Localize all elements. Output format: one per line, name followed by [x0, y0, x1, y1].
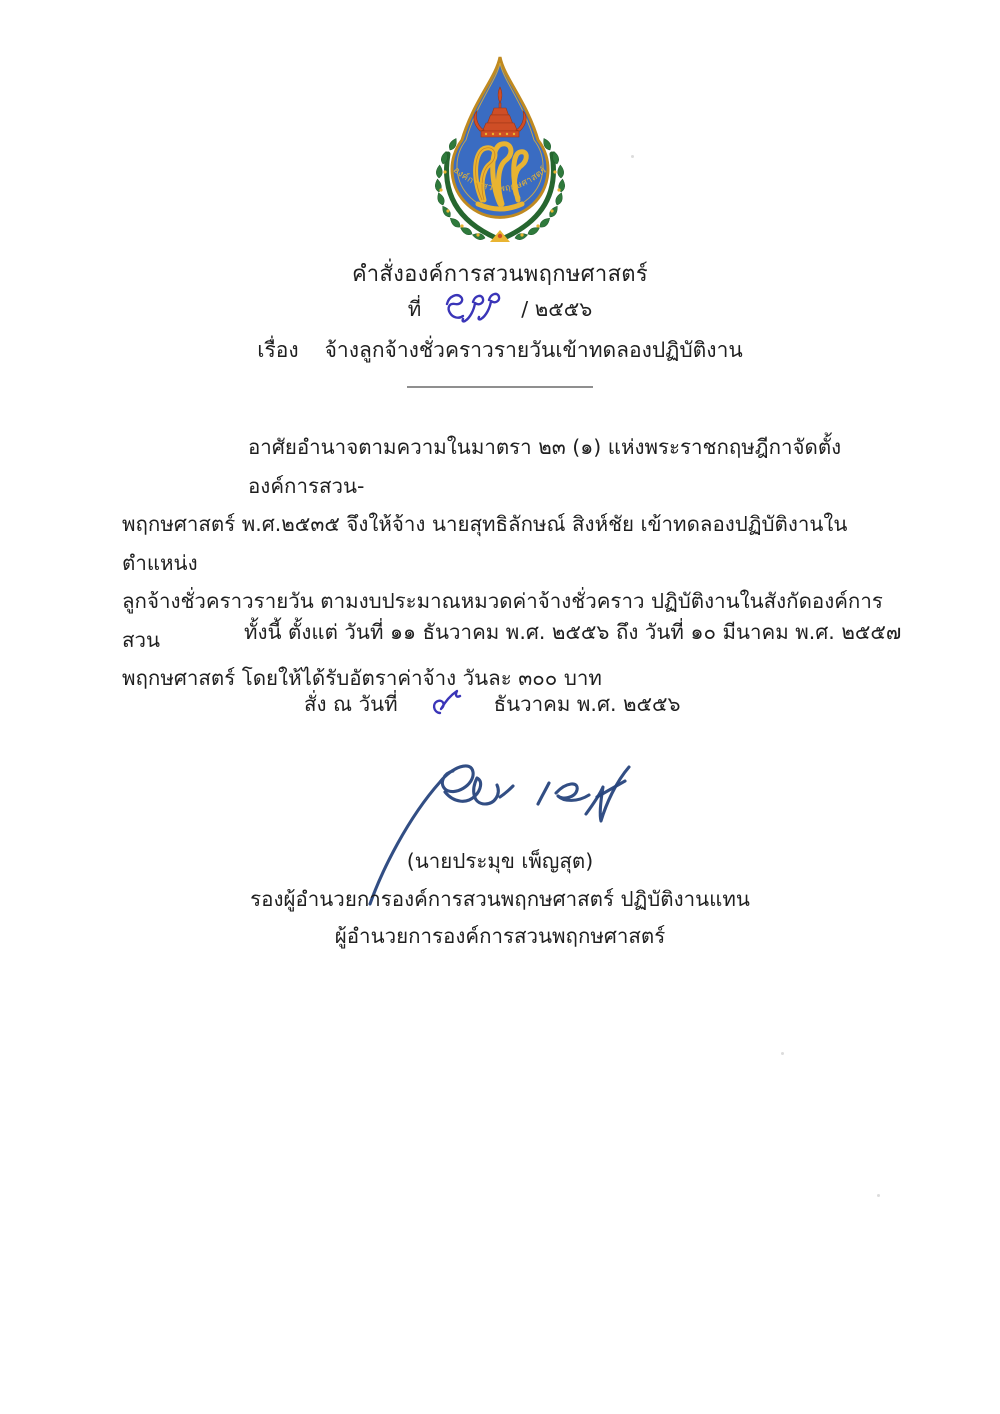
org-emblem: [426, 54, 574, 244]
order-number-year: / ๒๕๕๖: [521, 296, 593, 321]
handwritten-order-number: [441, 290, 501, 328]
page-title: คำสั่งองค์การสวนพฤกษศาสตร์: [351, 262, 649, 287]
effective-dates-line: ทั้งนี้ ตั้งแต่ วันที่ ๑๑ ธันวาคม พ.ศ. ๒๕๕๖ ถึง วันที่ ๑๐ มีนาคม พ.ศ. ๒๕๕๗: [244, 620, 902, 644]
subject-line: [0, 334, 1000, 367]
handwritten-day: [428, 686, 464, 722]
signer-title-director: ผู้อำนวยการองค์การสวนพฤกษศาสตร์: [334, 924, 666, 948]
paragraph-line: พฤกษศาสตร์ พ.ศ.๒๕๓๕ จึงให้จ้าง นายสุทธิลักษณ์ สิงห์ชัย เข้าทดลองปฏิบัติงานในตำแหน่ง: [122, 512, 848, 575]
subject-text: จ้างลูกจ้างชั่วคราวรายวันเข้าทดลองปฏิบัติงาน: [324, 338, 743, 362]
order-number-prefix: ที่: [407, 296, 422, 321]
order-number-line: [0, 290, 1000, 328]
subject-label: เรื่อง: [257, 338, 299, 362]
scan-speck: [781, 1052, 784, 1055]
paragraph-line: อาศัยอำนาจตามความในมาตรา ๒๓ (๑) แห่งพระราชกฤษฎีกาจัดตั้งองค์การสวน-: [248, 435, 842, 498]
header-divider: [407, 386, 593, 388]
issued-date-line: [304, 686, 681, 722]
scan-speck: [877, 1194, 880, 1197]
issued-prefix: สั่ง ณ วันที่: [304, 691, 398, 716]
paragraph-line: ลูกจ้างชั่วคราวรายวัน ตามงบประมาณหมวดค่าจ้างชั่วคราว ปฏิบัติงานในสังกัดองค์การสวน: [122, 589, 883, 652]
scan-speck: [631, 155, 634, 158]
main-paragraph: [122, 428, 884, 698]
signer-title-acting: รองผู้อำนวยการองค์การสวนพฤกษศาสตร์ ปฏิบัติงานแทน: [250, 887, 750, 911]
issued-suffix: ธันวาคม พ.ศ. ๒๕๕๖: [493, 691, 681, 716]
signer-name: (นายประมุข เพ็ญสุต): [406, 849, 594, 873]
emblem-band-text: องค์การสวนพฤกษศาสตร์: [450, 165, 550, 195]
paragraph-line: พฤกษศาสตร์ โดยให้ได้รับอัตราค่าจ้าง วันละ ๓๐๐ บาท: [122, 666, 602, 690]
